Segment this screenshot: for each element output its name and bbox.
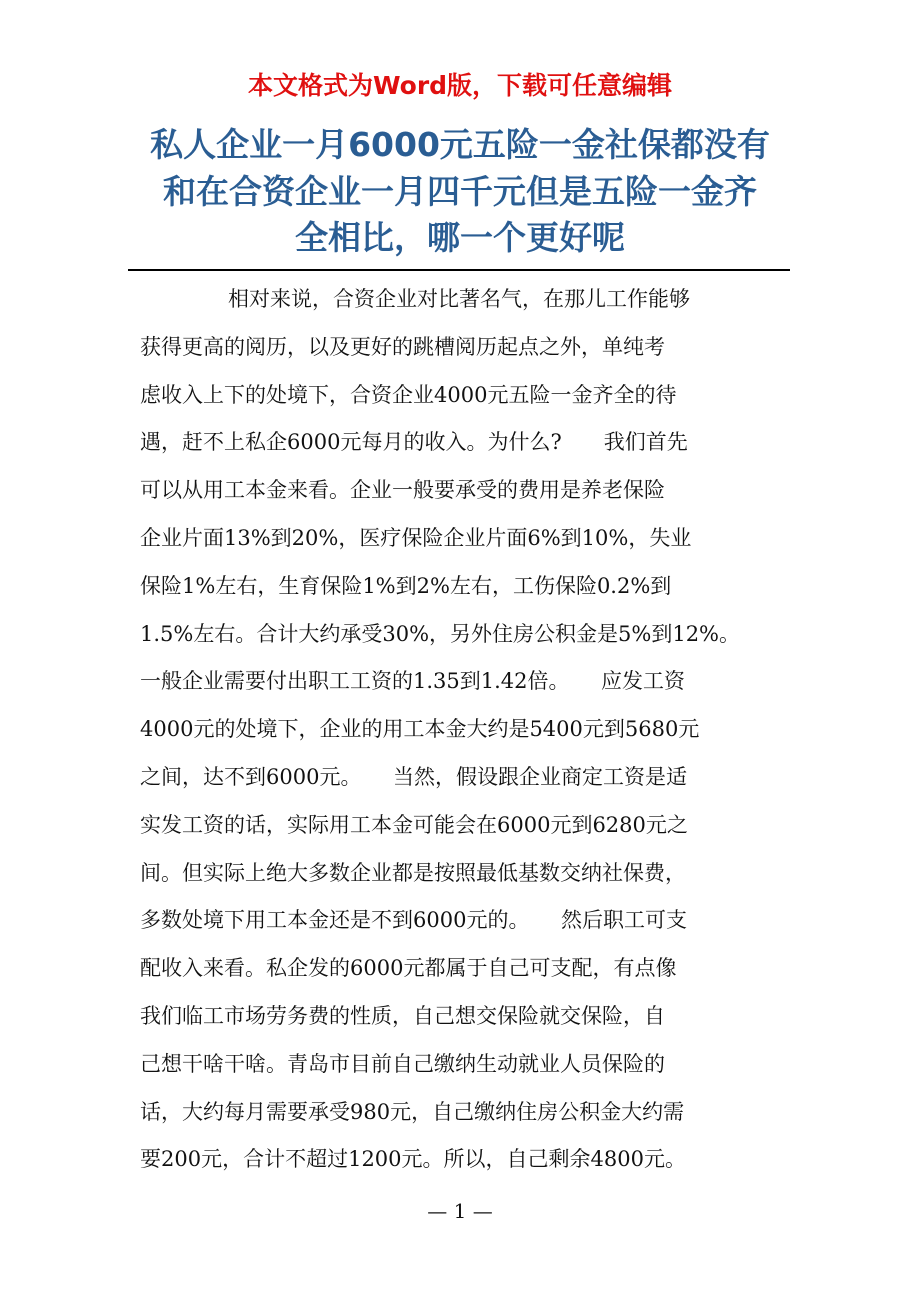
body-line: 话，大约每月需要承受980元，自己缴纳住房公积金大约需 (140, 1099, 685, 1124)
title-line: 和在合资企业一月四千元但是五险一金齐 (163, 171, 757, 211)
body-line: 虑收入上下的处境下，合资企业4000元五险一金齐全的待 (140, 382, 677, 407)
body-line: 4000元的处境下，企业的用工本金大约是5400元到5680元 (140, 717, 700, 742)
body-line: 保险1%左右，生育保险1%到2%左右，工伤保险0.2%到 (140, 573, 672, 598)
body-line: 多数处境下用工本金还是不到6000元的。 然后职工可支 (140, 908, 687, 933)
title-line: 全相比，哪一个更好呢 (295, 218, 625, 257)
body-line: 1.5%左右。合计大约承受30%，另外住房公积金是5%到12%。 (140, 621, 741, 646)
body-line: 获得更高的阅历，以及更好的跳槽阅历起点之外，单纯考 (140, 334, 665, 359)
body-line: 要200元，合计不超过1200元。所以，自己剩余4800元。 (140, 1147, 686, 1172)
title-line: 私人企业一月6000元五险一金社保都没有 (150, 125, 770, 164)
format-banner: 本文格式为Word版，下载可任意编辑 (247, 71, 673, 100)
body-line: 遇，赶不上私企6000元每月的收入。为什么? 我们首先 (140, 430, 688, 455)
body-line: 配收入来看。私企发的6000元都属于自己可支配，有点像 (140, 956, 677, 981)
body-line: 相对来说，合资企业对比著名气，在那儿工作能够 (228, 287, 690, 311)
body-line: 之间，达不到6000元。 当然，假设跟企业商定工资是适 (140, 765, 687, 789)
document-title (0, 122, 920, 262)
body-line: 一般企业需要付出职工工资的1.35到1.42倍。 应发工资 (140, 669, 686, 694)
title-divider (128, 269, 790, 271)
body-line: 可以从用工本金来看。企业一般要承受的费用是养老保险 (140, 478, 665, 503)
page-number: — 1 — (427, 1199, 493, 1223)
body-line: 我们临工市场劳务费的性质，自己想交保险就交保险，自 (140, 1004, 665, 1028)
body-line: 企业片面13%到20%，医疗保险企业片面6%到10%，失业 (140, 526, 692, 550)
body-line: 实发工资的话，实际用工本金可能会在6000元到6280元之 (140, 812, 688, 837)
body-line: 间。但实际上绝大多数企业都是按照最低基数交纳社保费， (140, 860, 686, 885)
body-line: 己想干啥干啥。青岛市目前自己缴纳生动就业人员保险的 (140, 1051, 665, 1076)
